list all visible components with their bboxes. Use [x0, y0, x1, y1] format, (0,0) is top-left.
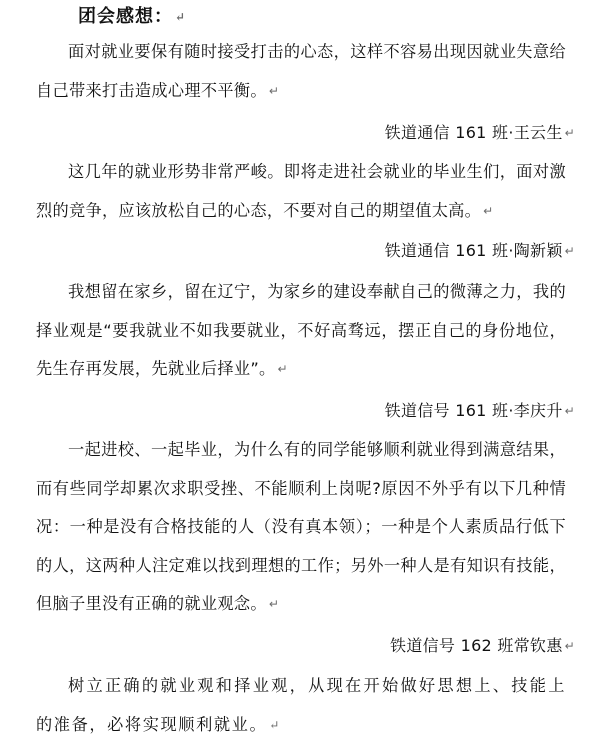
- signature-2: 铁道通信 161 班·陶新颖 ↵: [384, 241, 575, 260]
- paragraph-mark-icon: ↵: [268, 83, 280, 98]
- paragraph-1: 面对就业要保有随时接受打击的心态，这样不容易出现因就业失意给自己带来打击造成心理不平衡。 ↵: [36, 42, 566, 100]
- paragraph-4: 一起进校、一起毕业，为什么有的同学能够顺利就业得到满意结果，而有些同学却累次求职受挫、不能顺利上岗呢?原因不外乎有以下几种情况：一种是没有合格技能的人（没有真本领）；一种是个人素质品行低下的人，这两种人注定难以找到理想的工作；另外一种人是有知识有技能，但脑子里没有正确的就业观念。 ↵: [36, 440, 566, 614]
- paragraph-mark-icon: ↵: [564, 639, 575, 653]
- signature-3: 铁道信号 161 班·李庆升 ↵: [384, 401, 575, 420]
- paragraph-mark-icon: ↵: [269, 717, 281, 732]
- paragraph-2: 这几年的就业形势非常严峻。即将走进社会就业的毕业生们，面对激烈的竞争，应该放松自己的心态，不要对自己的期望值太高。 ↵: [36, 162, 566, 220]
- paragraph-mark-icon: ↵: [175, 10, 187, 24]
- signature-1: 铁道通信 161 班·王云生 ↵: [384, 123, 575, 142]
- paragraph-5: 树立正确的就业观和择业观，从现在开始做好思想上、技能上的准备，必将实现顺利就业。 ↵: [36, 676, 566, 734]
- paragraph-mark-icon: ↵: [483, 203, 494, 218]
- paragraph-mark-icon: ↵: [564, 404, 575, 418]
- signature-4: 铁道信号 162 班常钦惠 ↵: [390, 636, 575, 655]
- paragraph-mark-icon: ↵: [268, 597, 280, 612]
- paragraph-3: 我想留在家乡，留在辽宁，为家乡的建设奉献自己的微薄之力，我的择业观是“要我就业不如我要就业，不好高骛远，摆正自己的身份地位，先生存再发展，先就业后择业”。 ↵: [36, 282, 566, 379]
- paragraph-mark-icon: ↵: [564, 244, 575, 258]
- heading: 团会感想： ↵: [78, 6, 187, 27]
- paragraph-mark-icon: ↵: [277, 362, 288, 377]
- paragraph-mark-icon: ↵: [564, 126, 575, 140]
